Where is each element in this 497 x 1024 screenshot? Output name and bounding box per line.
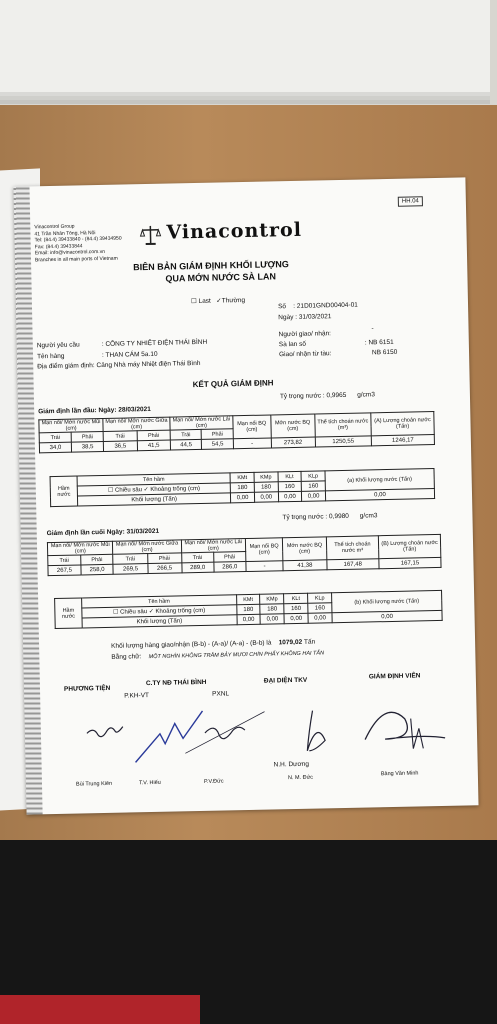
table-cell: 167,48: [326, 559, 379, 570]
table-cell: 36,5: [103, 441, 137, 452]
company-email: Email: info@vinacontrol.com.vn: [34, 248, 106, 257]
barge-label: Sà lan số: [278, 340, 307, 349]
th-klt: KLt: [284, 593, 308, 603]
table-cell: 180: [254, 482, 278, 492]
total-words-line: [111, 649, 324, 660]
ngay-label: Ngày: [278, 313, 294, 322]
table-cell: 0,00: [308, 613, 332, 623]
ship-value: NB 6150: [371, 348, 398, 357]
type-options: [191, 296, 245, 305]
doc-title-line1: BIÊN BẢN GIÁM ĐỊNH KHỐI LƯỢNG: [133, 259, 289, 273]
table-cell: 0,00: [284, 613, 308, 623]
last-draft-table: [47, 534, 442, 576]
tank-title: Tên hầm: [77, 473, 230, 486]
table-cell: 0,00: [231, 492, 255, 502]
th-sub: Phải: [202, 429, 234, 440]
tank-total: 0,00: [325, 489, 434, 501]
table-cell: 160: [284, 603, 308, 613]
tank-options: ☐ Chiều sâu ✓ Khoảng trống (cm): [82, 605, 237, 618]
signer-name-3: P.V.Đức: [203, 778, 224, 785]
table-cell: -: [246, 561, 284, 572]
signer-surveyor: GIÁM ĐỊNH VIÊN: [368, 672, 421, 681]
table-cell: 289,0: [181, 562, 213, 573]
th-sub: Trái: [103, 431, 137, 442]
th-the-tich: Thể tích choán nước m³: [326, 536, 379, 560]
table-cell: 160: [301, 481, 325, 491]
table-cell: 180: [260, 604, 284, 614]
th-sub: Trái: [113, 554, 147, 565]
signer-name-2: T.V. Hiếu: [138, 779, 161, 787]
scales-emblem-icon: [139, 224, 161, 246]
th-klp: KLp: [308, 593, 332, 603]
th-kmp: KMp: [260, 594, 284, 604]
table-cell: 160: [278, 481, 302, 491]
table-cell: 0,00: [237, 614, 261, 624]
th-luong-choan: (B) Lượng choán nước (Tấn): [378, 534, 440, 558]
table-cell: 38,5: [71, 441, 103, 452]
table-cell: -: [233, 438, 271, 449]
th-kmp: KMp: [254, 472, 278, 482]
first-tank-table: [50, 468, 436, 507]
table-cell: 258,0: [81, 564, 114, 575]
location: [37, 360, 200, 370]
table-cell: 0,00: [302, 491, 326, 501]
ngay-value: : 31/03/2021: [295, 313, 332, 321]
words-value: MỘT NGHÌN KHÔNG TRĂM BẢY MƯƠI CHÍN PHẨY KHÔNG HAI TẤN: [148, 650, 325, 661]
signer-name-tkv: N.H. Dương: [273, 760, 310, 769]
last-tank-table: [54, 590, 443, 629]
th-giua: Mạn nổi/ Mớn nước Giữa (cm): [113, 540, 181, 554]
table-cell: 1246,17: [371, 435, 434, 446]
total-unit: Tấn: [303, 638, 316, 646]
tank-weight-label: Khối lượng (Tấn): [77, 493, 230, 506]
table-cell: 34,0: [39, 442, 71, 453]
deliverer-value: -: [371, 325, 374, 333]
total-line: [111, 639, 315, 650]
th-man-noi-bq: Mạn nổi BQ (cm): [233, 415, 271, 439]
last-density-value: 0,9980: [328, 512, 349, 521]
signer-vessel: PHƯƠNG TIỆN: [63, 684, 111, 693]
first-density: [280, 391, 375, 400]
table-cell: 41,5: [137, 440, 171, 451]
th-klp: KLp: [301, 471, 325, 481]
th-sub: Trái: [48, 555, 81, 566]
so-value: : 21D01GND00404-01: [293, 301, 358, 310]
tank-total-label: (a) Khối lượng nước (Tấn): [325, 469, 435, 491]
tank-total-label: (b) Khối lượng nước (Tấn): [332, 590, 442, 612]
company-branches: Branches in all main ports of Vietnam: [34, 255, 118, 263]
table-cell: 54,5: [202, 439, 234, 450]
paper-stack: [0, 0, 490, 92]
th-sub: Trái: [39, 432, 71, 443]
barge-value: : NB 6151: [364, 338, 394, 347]
th-mon-nuoc-bq: Mớn nước BQ (cm): [283, 537, 327, 561]
requester-label: Người yêu cầu: [36, 341, 80, 350]
goods-label: Tên hàng: [36, 352, 65, 361]
table-cell: 44,5: [170, 439, 202, 450]
tank-total: 0,00: [332, 610, 442, 622]
total-label: Khối lượng hàng giao/nhận (B-b) - (A-a)/ (A-a) - (B-b) là: [111, 639, 272, 650]
doc-date: [278, 313, 331, 321]
tank-label: Hầm nước: [50, 476, 78, 507]
so-label: Số: [277, 303, 287, 311]
table-cell: 180: [236, 604, 260, 614]
last-density-unit: g/cm3: [359, 512, 378, 520]
company-info: [34, 222, 155, 264]
first-density-label: Tỷ trọng nước :: [279, 392, 325, 401]
signer-name-1: Bùi Trung Kiên: [75, 780, 113, 788]
signer-company: C.TY NĐ THÁI BÌNH: [145, 678, 207, 688]
table-cell: 266,5: [147, 563, 181, 574]
doc-title-line2: QUA MỚN NƯỚC SÀ LAN: [165, 271, 276, 284]
signer-tkv: ĐẠI DIỆN TKV: [263, 676, 308, 685]
document-page: [13, 177, 478, 814]
tank-title: Tên hầm: [82, 595, 237, 608]
tank-options: ☐ Chiều sâu ✓ Khoảng trống (cm): [77, 483, 230, 496]
table-cell: 286,0: [214, 562, 246, 573]
tank-label: Hầm nước: [55, 598, 83, 629]
th-sub: Phải: [147, 553, 181, 564]
th-klt: KLt: [278, 471, 302, 481]
table-cell: 0,00: [278, 491, 302, 501]
deliverer-label: Người giao/ nhận:: [278, 330, 332, 339]
table-cell: 267,5: [48, 565, 81, 576]
th-kmt: KMt: [230, 472, 254, 482]
table-cell: 180: [230, 482, 254, 492]
company-address: 41 Trần Nhân Tông, Hà Nội: [34, 229, 96, 237]
table-cell: 273,82: [271, 437, 315, 448]
location-value: Cảng Nhà máy Nhiệt điện Thái Bình: [96, 359, 201, 370]
th-giua: Mạn nổi/ Mớn nước Giữa (cm): [103, 417, 170, 431]
red-cloth: [0, 995, 200, 1024]
th-mui: Mạn nổi/ Mớn nước Mũi (cm): [47, 541, 113, 555]
total-value: 1079,02: [278, 638, 303, 647]
th-sub: Trái: [170, 429, 202, 440]
table-cell: 41,38: [283, 560, 326, 571]
vinacontrol-logo: Vinacontrol: [166, 218, 303, 244]
table-cell: 0,00: [260, 614, 284, 624]
th-the-tich: Thể tích choán nước (m³): [315, 413, 372, 437]
th-lai: Mạn nổi/ Mớn nước Lái (cm): [181, 539, 246, 553]
table-cell: 1250,55: [315, 436, 372, 447]
th-luong-choan: (A) Lượng choán nước (Tấn): [371, 412, 434, 436]
signer-pxnl: PXNL: [212, 690, 230, 698]
table-cell: 160: [308, 603, 332, 613]
ship-label: Giao/ nhận từ tàu:: [278, 350, 332, 359]
company-fax: Fax: (84.4) 39433844: [34, 242, 83, 250]
th-sub: Phải: [71, 431, 103, 442]
th-sub: Phải: [80, 554, 113, 565]
first-density-unit: g/cm3: [357, 391, 375, 399]
last-density-label: Tỷ trọng nước :: [282, 513, 328, 522]
th-sub: Phải: [213, 552, 245, 563]
form-code: HH.04: [398, 196, 423, 207]
first-density-value: 0,9965: [326, 391, 347, 400]
tank-weight-label: Khối lượng (Tấn): [82, 615, 237, 628]
table-cell: 0,00: [254, 492, 278, 502]
table-cell: 167,15: [379, 557, 441, 568]
words-label: Bằng chữ:: [111, 653, 142, 661]
last-survey-title: Giám định lần cuối Ngày: 31/03/2021: [46, 527, 160, 538]
signer-pkhvt: P.KH-VT: [124, 692, 150, 700]
company-group: Vinacontrol Group: [34, 223, 75, 231]
table-cell: 269,5: [113, 564, 147, 575]
option-thuong[interactable]: ✓Thường: [216, 296, 246, 305]
first-draft-table: [38, 411, 435, 453]
th-mon-nuoc-bq: Mớn nước BQ (cm): [270, 414, 315, 438]
last-density: [282, 512, 377, 521]
option-last[interactable]: ☐ Last: [190, 297, 211, 306]
signer-name-4: N. M. Đức: [287, 774, 314, 782]
requester-value: : CÔNG TY NHIỆT ĐIỆN THÁI BÌNH: [101, 338, 208, 348]
th-mui: Mạn nổi/ Mớn nước Mũi (cm): [39, 418, 103, 432]
th-kmt: KMt: [236, 594, 260, 604]
th-sub: Phải: [137, 430, 171, 441]
doc-number: [278, 302, 358, 311]
signer-name-5: Bàng Văn Minh: [380, 770, 419, 778]
result-title: KẾT QUẢ GIÁM ĐỊNH: [192, 378, 274, 390]
goods-value: : THAN CÁM 5a.10: [101, 350, 158, 359]
th-man-noi-bq: Mạn nổi BQ (cm): [245, 538, 283, 562]
th-lai: Mạn nổi/ Mớn nước Lái (cm): [170, 416, 233, 430]
first-survey-title: Giám định lần đầu: Ngày: 28/03/2021: [38, 405, 151, 416]
th-sub: Trái: [181, 552, 213, 563]
company-tel: Tel: (84.4) 39433840 - (84.4) 39434950: [34, 235, 122, 244]
location-label: Địa điểm giám định:: [37, 362, 95, 371]
